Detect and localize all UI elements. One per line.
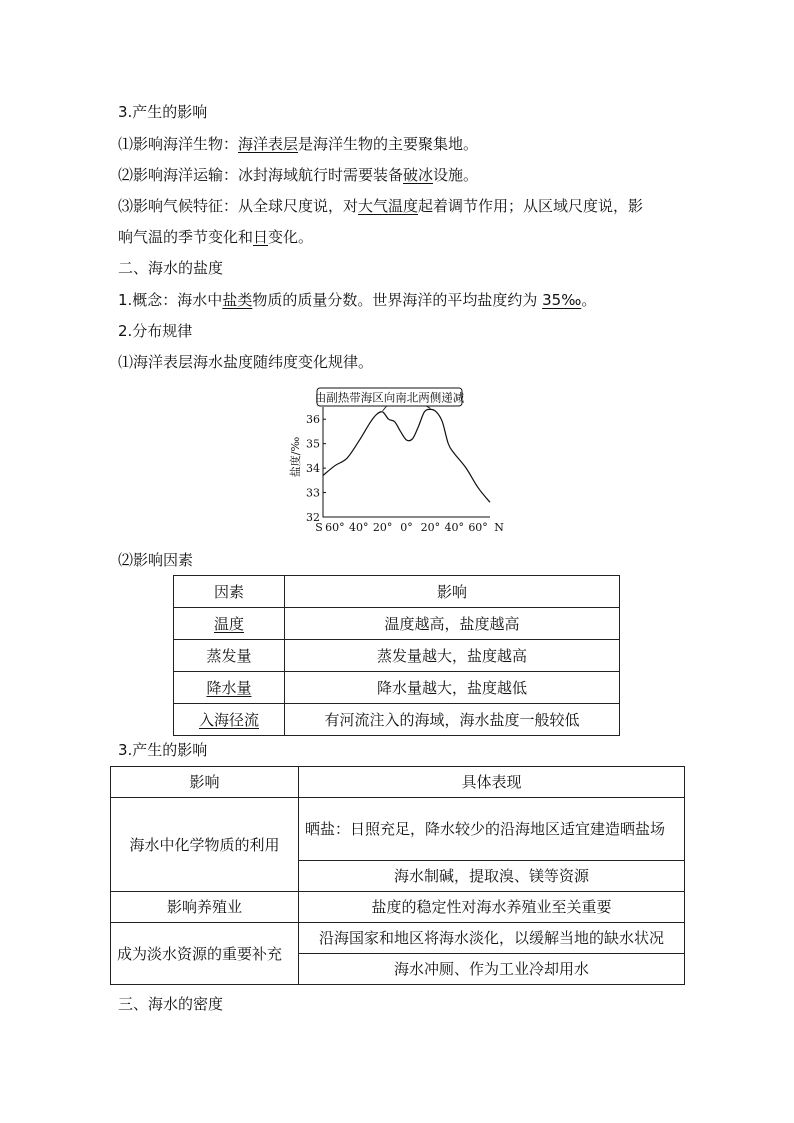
header-details: 具体表现 xyxy=(299,767,685,798)
y-tick-label: 32 xyxy=(306,511,320,524)
x-end-label: N xyxy=(494,521,504,534)
y-tick-label: 35 xyxy=(306,437,320,451)
x-tick-label: 40° xyxy=(349,521,369,534)
paragraph-marine-life: ⑴影响海洋生物：海洋表层是海洋生物的主要聚集地。 xyxy=(118,135,479,153)
x-tick-label: 0° xyxy=(400,521,413,534)
chart-title: 由副热带海区向南北两侧递减 xyxy=(314,390,465,405)
section-title-2: 3.产生的影响 xyxy=(118,741,208,759)
underlined-term: 日 xyxy=(253,228,269,246)
paragraph-shipping: ⑵影响海洋运输：冰封海域航行时需要装备破冰设施。 xyxy=(118,166,479,184)
chart-callout xyxy=(315,388,465,411)
impact-cell: 影响养殖业 xyxy=(111,892,299,923)
factors-table xyxy=(173,575,620,736)
paragraph-climate-cont: 响气温的季节变化和日变化。 xyxy=(118,228,314,246)
paragraph-climate: ⑶影响气候特征：从全球尺度说，对大气温度起着调节作用；从区域尺度说，影 xyxy=(118,197,644,215)
factor-cell: 入海径流 xyxy=(198,711,259,729)
x-tick-label: 60° xyxy=(468,521,488,534)
detail-cell: 晒盐：日照充足，降水较少的沿海地区适宜建造晒盐场 xyxy=(299,798,685,861)
salinity-latitude-chart xyxy=(285,385,515,535)
y-tick-label: 34 xyxy=(306,462,320,476)
x-tick-label: 20° xyxy=(372,521,393,534)
paragraph-distribution: ⑴海洋表层海水盐度随纬度变化规律。 xyxy=(118,353,374,371)
salinity-series-line xyxy=(323,409,490,502)
part-title: 二、海水的盐度 xyxy=(118,259,224,277)
table-header-row xyxy=(174,576,620,608)
effect-cell: 温度越高，盐度越高 xyxy=(285,608,620,640)
x-tick-label: 60° xyxy=(325,521,345,534)
y-tick-label: 33 xyxy=(306,486,320,500)
table-row xyxy=(174,704,620,736)
underlined-term: 破冰 xyxy=(403,166,434,184)
paragraph-concept: 1.概念：海水中盐类物质的质量分数。世界海洋的平均盐度约为 35‰。 xyxy=(118,291,597,309)
subsection-title: 2.分布规律 xyxy=(118,322,193,340)
subsection-factors: ⑵影响因素 xyxy=(118,551,194,569)
underlined-term: 35‰ xyxy=(542,291,582,309)
table-row xyxy=(111,892,685,923)
chart-axes xyxy=(323,407,490,517)
impact-cell: 海水中化学物质的利用 xyxy=(111,798,299,892)
chart-ticks xyxy=(306,413,504,534)
table-row xyxy=(174,672,620,704)
callout-pointer xyxy=(383,406,387,411)
factor-cell: 温度 xyxy=(213,615,244,633)
y-tick-label: 36 xyxy=(306,413,320,427)
x-tick-label: 40° xyxy=(444,521,464,534)
effects-table xyxy=(110,766,685,985)
effect-cell: 蒸发量越大，盐度越高 xyxy=(285,640,620,672)
detail-cell: 沿海国家和地区将海水淡化，以缓解当地的缺水状况 xyxy=(299,923,685,954)
x-start-label: S xyxy=(315,521,323,534)
underlined-term: 大气温度 xyxy=(358,197,419,215)
detail-cell: 海水制碱，提取溴、镁等资源 xyxy=(299,861,685,892)
table-row xyxy=(174,640,620,672)
underlined-term: 盐类 xyxy=(222,291,253,309)
factor-cell: 降水量 xyxy=(206,679,252,697)
section-title: 3.产生的影响 xyxy=(118,103,208,121)
factor-cell: 蒸发量 xyxy=(174,640,285,672)
header-factor: 因素 xyxy=(174,576,285,608)
detail-cell: 海水冲厕、作为工业冷却用水 xyxy=(299,954,685,985)
table-row xyxy=(111,923,685,954)
table-header-row xyxy=(111,767,685,798)
table-row xyxy=(111,798,685,861)
detail-cell: 盐度的稳定性对海水养殖业至关重要 xyxy=(299,892,685,923)
axis-lines xyxy=(323,407,490,517)
header-effect: 影响 xyxy=(285,576,620,608)
effect-cell: 有河流注入的海域，海水盐度一般较低 xyxy=(285,704,620,736)
effect-cell: 降水量越大，盐度越低 xyxy=(285,672,620,704)
part-title-3: 三、海水的密度 xyxy=(118,995,224,1013)
x-tick-label: 20° xyxy=(420,521,441,534)
header-impact: 影响 xyxy=(111,767,299,798)
table-row xyxy=(174,608,620,640)
impact-cell: 成为淡水资源的重要补充 xyxy=(111,923,299,985)
underlined-term: 海洋表层 xyxy=(238,135,299,153)
y-axis-label: 盐度/‰ xyxy=(289,436,302,478)
